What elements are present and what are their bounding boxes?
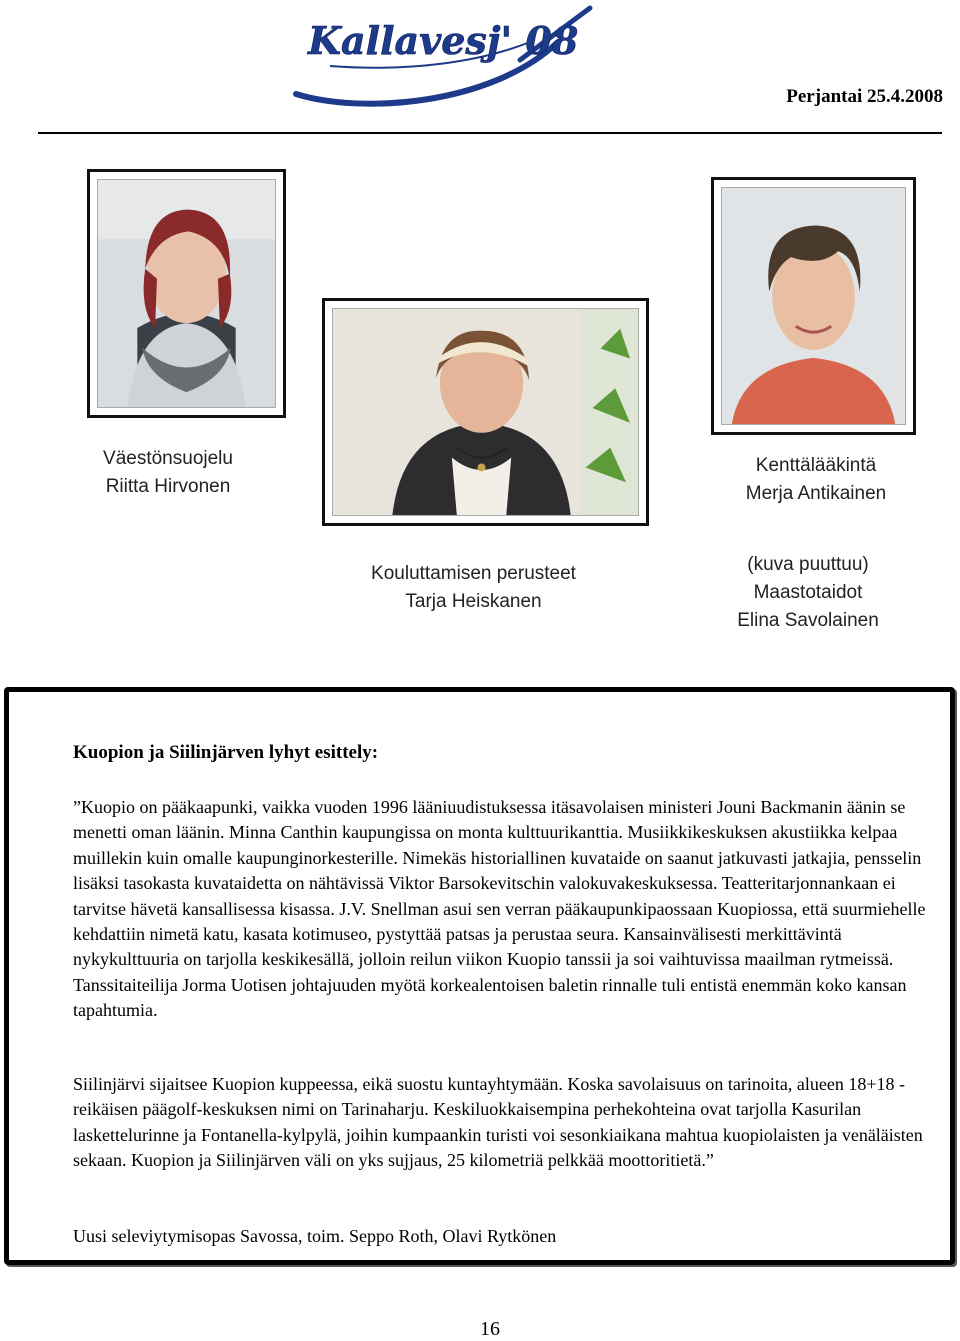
caption-riitta-hirvonen [78, 445, 258, 501]
photo-tarja-heiskanen [322, 298, 649, 526]
caption-note: (kuva puuttuu) [747, 554, 869, 575]
caption-role: Maastotaidot [753, 582, 863, 603]
caption-person: Riitta Hirvonen [105, 476, 231, 497]
caption-person: Elina Savolainen [737, 610, 879, 631]
caption-role: Väestönsuojelu [103, 448, 233, 469]
logo-text: Kallavesj' 08 [308, 18, 579, 63]
page-number: 16 [480, 1318, 500, 1340]
caption-role: Kouluttamisen perusteet [371, 563, 576, 584]
caption-person: Merja Antikainen [745, 483, 887, 504]
info-paragraph-kuopio: ”Kuopio on pääkaapunki, vaikka vuoden 1996 lääniuudistuksessa itäsavolaisen ministeri Jouni Backmanin äänin se menetti oman läänin. Minna Canthin kaupungissa on monta kulttuurikanttia. Musiikkikeskuksen akustiikka kelpaa muillekin kuin omalle kaupunginorkesterille. Nimekäs historiallinen kuvataide on saanut jatkuvasti jatkajia, pensselin lisäksi tasokasta kuvataidetta on nähtävissä Viktor Barsokevitschin valokuvakeskuksessa. Teatteritarjonnankaan ei tarvitse hävetä kansallisessa kisassa. J.V. Snellman asui sen verran pääkaupunkipaossaan Kuopiossa, että suurmiehelle kehdattiin nimetä katu, kasata kotimuseo, pystyttää patsas ja perustaa seura. Kansainvälisesti merkittävintä nykykulttuuria on tarjolla keskikesällä, jolloin reilun viikon Kuopio tanssii ja soi vaihtuvissa maailman rytmeissä. Tanssitaiteilija Jorma Uotisen johtajuuden myötä korkealentoisen baletin rinnalle tuli entistä enemmän koko kansan tapahtumia. [73, 797, 926, 1021]
caption-elina-savolainen [712, 551, 904, 635]
portrait-image [722, 188, 905, 424]
kallavesj-logo [290, 2, 610, 114]
info-source: Uusi seleviytymisopas Savossa, toim. Seppo Roth, Olavi Rytkönen [73, 1226, 557, 1246]
caption-tarja-heiskanen [352, 560, 595, 616]
header-divider [38, 132, 942, 134]
caption-merja-antikainen [712, 452, 920, 508]
portrait-image [333, 309, 638, 515]
caption-role: Kenttälääkintä [755, 455, 877, 476]
issue-date: Perjantai 25.4.2008 [786, 86, 943, 107]
photo-riitta-hirvonen [87, 169, 286, 418]
info-paragraph-siilinjarvi: Siilinjärvi sijaitsee Kuopion kuppeessa, eikä suostu kuntayhtymään. Koska savolaisuus on tarinoita, alueen 18+18 -reikäisen päägolf-keskuksen nimi on Tarinaharju. Keskiluokkaisempina perhekohteina ovat tarjolla Kasurilan laskettelurinne ja Fontanella-kylpylä, joihin kumpaankin turisti voi sesonkiaikana mahtua kuopiolaisten ja venäläisten sekaan. Kuopion ja Siilinjärven väli on yks sujjaus, 25 kilometriä pelkkää moottoritietä.” [73, 1074, 923, 1171]
info-box-heading: Kuopion ja Siilinjärven lyhyt esittely: [73, 742, 379, 763]
caption-person: Tarja Heiskanen [405, 591, 542, 612]
logo-graphic [290, 2, 610, 114]
photo-merja-antikainen [711, 177, 916, 435]
portrait-image [98, 180, 275, 407]
